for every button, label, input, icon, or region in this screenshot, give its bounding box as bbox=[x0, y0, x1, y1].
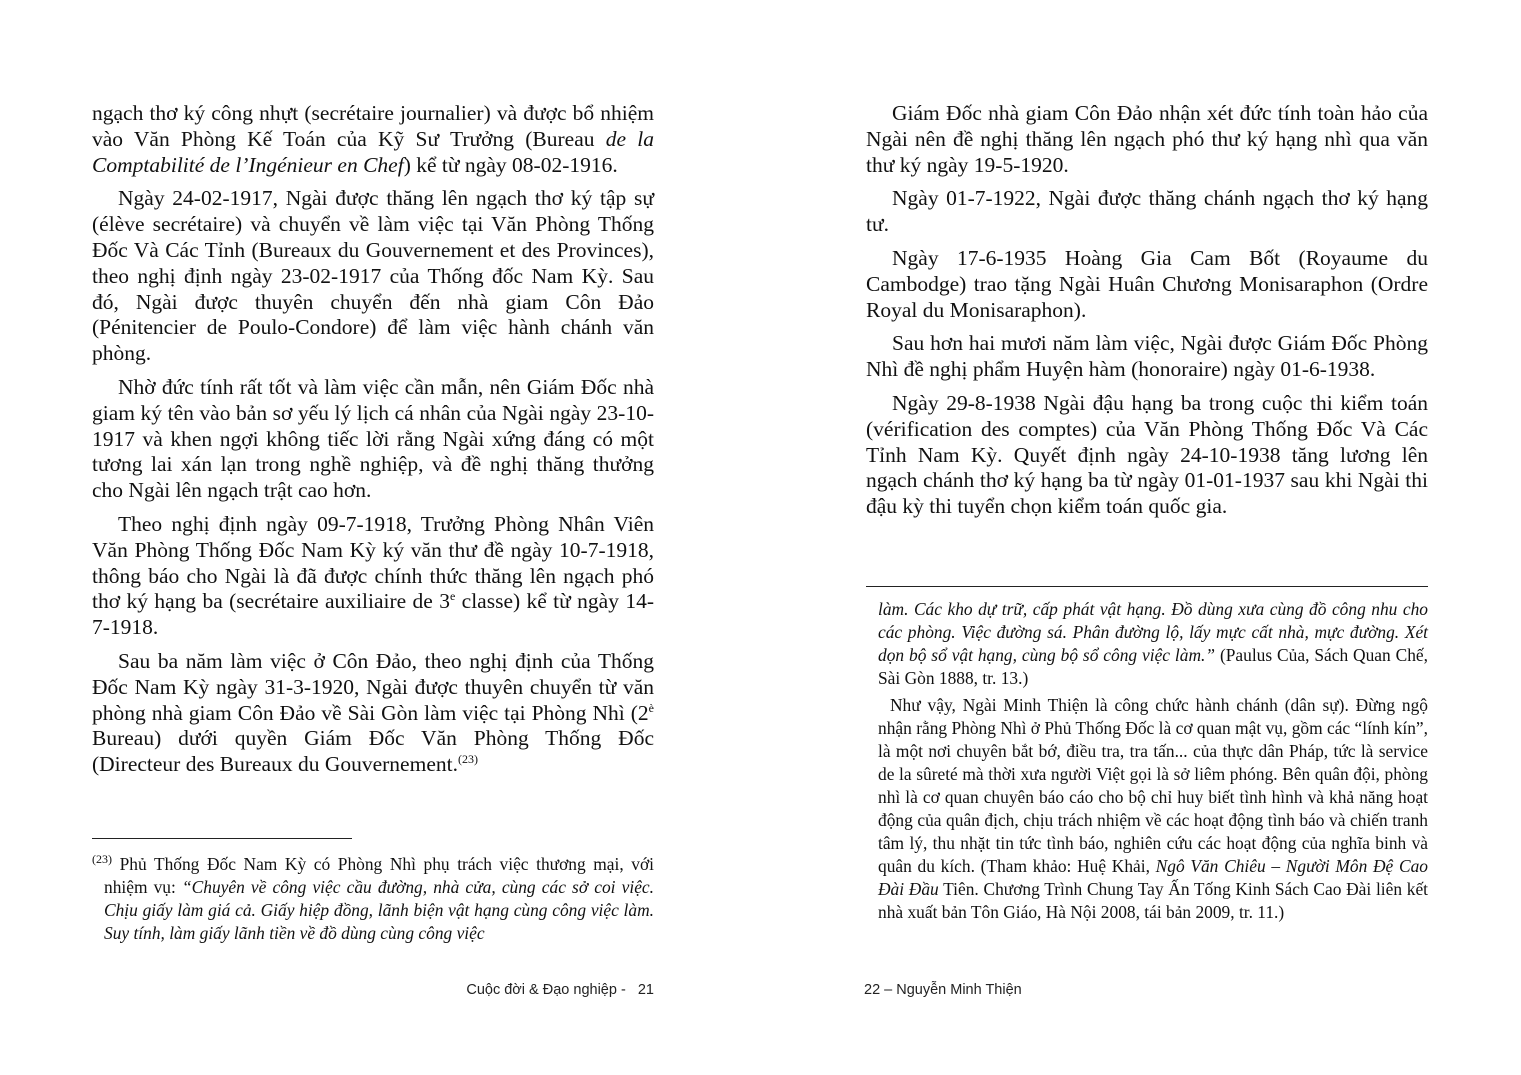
right-body-text bbox=[866, 101, 1428, 528]
paragraph: Nhờ đức tính rất tốt và làm việc cần mẫn, nên Giám Đốc nhà giam ký tên vào bản sơ yếu lý lịch cá nhân của Ngài ngày 23-10-1917 và khen ngợi không tiếc lời rằng Ngài xứng đáng có một tương lai xán lạn trong nghề nghiệp, và đề nghị thăng thưởng cho Ngài lên ngạch trật cao hơn. bbox=[92, 374, 654, 503]
footnote-continuation: làm. Các kho dự trữ, cấp phát vật hạng. Đồ dùng xưa cùng đồ công nhu cho các phòng. Việc đường sá. Phân đường lộ, lấy mực cất nhà, mực đường. Xét dọn bộ sổ vật hạng, cùng bộ sổ công việc làm.” (Paulus Của, Sách Quan Chế, Sài Gòn 1888, tr. 13.) bbox=[878, 599, 1428, 688]
paragraph: Theo nghị định ngày 09-7-1918, Trưởng Phòng Nhân Viên Văn Phòng Thống Đốc Nam Kỳ ký văn thư đề ngày 10-7-1918, thông báo cho Ngài là đã được chính thức thăng lên ngạch phó thơ ký hạng ba (secrétaire auxiliaire de 3e classe) kể từ ngày 14-7-1918. bbox=[92, 511, 654, 640]
paragraph: Ngày 01-7-1922, Ngài được thăng chánh ngạch thơ ký hạng tư. bbox=[866, 186, 1428, 237]
left-footnotes bbox=[92, 853, 654, 949]
paragraph: Giám Đốc nhà giam Côn Đảo nhận xét đức tính toàn hảo của Ngài nên đề nghị thăng lên ngạch phó thư ký hạng nhì qua văn thư ký ngày 19-5-1920. bbox=[866, 101, 1428, 177]
paragraph: Sau ba năm làm việc ở Côn Đảo, theo nghị định của Thống Đốc Nam Kỳ ngày 31-3-1920, Ngài được thuyên chuyển từ văn phòng nhà giam Côn Đảo về Sài Gòn làm việc tại Phòng Nhì ($2^è$ Bureau) dưới quyền Giám Đốc Văn Phòng Thống Đốc (Directeur des Bureaux du Gouvernement.$^{(23)}$ bbox=[92, 648, 654, 777]
left-page bbox=[92, 0, 654, 1075]
paragraph: ngạch thơ ký công nhựt (secrétaire journalier) và được bổ nhiệm vào Văn Phòng Kế Toán của Kỹ Sư Trưởng (Bureau de la Comptabilité de l’Ingénieur en Chef) kể từ ngày 08-02-1916. bbox=[92, 101, 654, 177]
right-page bbox=[866, 0, 1428, 1075]
paragraph: Ngày 17-6-1935 Hoàng Gia Cam Bốt (Royaume du Cambodge) trao tặng Ngài Huân Chương Monisaraphon (Ordre Royal du Monisaraphon). bbox=[866, 245, 1428, 322]
right-footnotes bbox=[866, 598, 1428, 928]
footnote-divider bbox=[92, 838, 352, 839]
paragraph: Ngày 24-02-1917, Ngài được thăng lên ngạch thơ ký tập sự (élève secrétaire) và chuyển về làm việc tại Văn Phòng Thống Đốc Và Các Tỉnh (Bureaux du Gouvernement et des Provinces), theo nghị định ngày 23-02-1917 của Thống đốc Nam Kỳ. Sau đó, Ngài được thuyên chuyển đến nhà giam Côn Đảo (Pénitencier de Poulo-Condore) để làm việc hành chánh văn phòng. bbox=[92, 186, 654, 366]
footnote-reference: (23) bbox=[457, 751, 478, 766]
footnote-marker: (23) bbox=[92, 852, 112, 867]
paragraph: Sau hơn hai mươi năm làm việc, Ngài được Giám Đốc Phòng Nhì đề nghị phẩm Huyện hàm (honoraire) ngày 01-6-1938. bbox=[866, 331, 1428, 382]
page-footer: Cuộc đời & Đạo nghiệp - 21 bbox=[466, 982, 654, 998]
paragraph: Ngày 29-8-1938 Ngài đậu hạng ba trong cuộc thi kiểm toán (vérification des comptes) của Văn Phòng Thống Đốc Và Các Tỉnh Nam Kỳ. Quyết định ngày 24-10-1938 tăng lương lên ngạch chánh thơ ký hạng ba từ ngày 01-01-1937 sau khi Ngài thi đậu kỳ thi tuyển chọn kiểm toán quốc gia. bbox=[866, 390, 1428, 519]
footnote: $^{(23)}$ Phủ Thống Đốc Nam Kỳ có Phòng Nhì phụ trách việc thương mại, với nhiệm vụ: “Chuyên về công việc cầu đường, nhà cửa, cùng các sở coi việc. Chịu giấy làm giá cả. Giấy hiệp đồng, lãnh biện vật hạng cùng công việc làm. Suy tính, làm giấy lãnh tiền về đồ dùng cùng công việc bbox=[92, 852, 654, 943]
footnote-divider bbox=[866, 586, 1428, 587]
left-body-text bbox=[92, 101, 654, 786]
footnote-paragraph: Như vậy, Ngài Minh Thiện là công chức hành chánh (dân sự). Đừng ngộ nhận rằng Phòng Nhì ở Phủ Thống Đốc là cơ quan mật vụ, gồm các “lính kín”, là một nơi chuyên bắt bớ, điều tra, tra tấn... của thực dân Pháp, tức là service de la sûreté mà thời xưa người Việt gọi là sở liêm phóng. Bên quân đội, phòng nhì là cơ quan chuyên báo cáo cho bộ chỉ huy biết tình hình và khả năng hoạt động của quân địch, chịu trách nhiệm về các hoạt động tình báo và chiến tranh tâm lý, thu nhặt tin tức tình báo, nghiên cứu các hoạt động của nghĩa binh và quân du kích. (Tham khảo: Huệ Khải, Ngô Văn Chiêu – Người Môn Đệ Cao Đài Đầu Tiên. Chương Trình Chung Tay Ấn Tống Kinh Sách Cao Đài liên kết nhà xuất bản Tôn Giáo, Hà Nội 2008, tái bản 2009, tr. 11.) bbox=[878, 695, 1428, 922]
page-footer: 22 – Nguyễn Minh Thiện bbox=[864, 982, 1022, 998]
